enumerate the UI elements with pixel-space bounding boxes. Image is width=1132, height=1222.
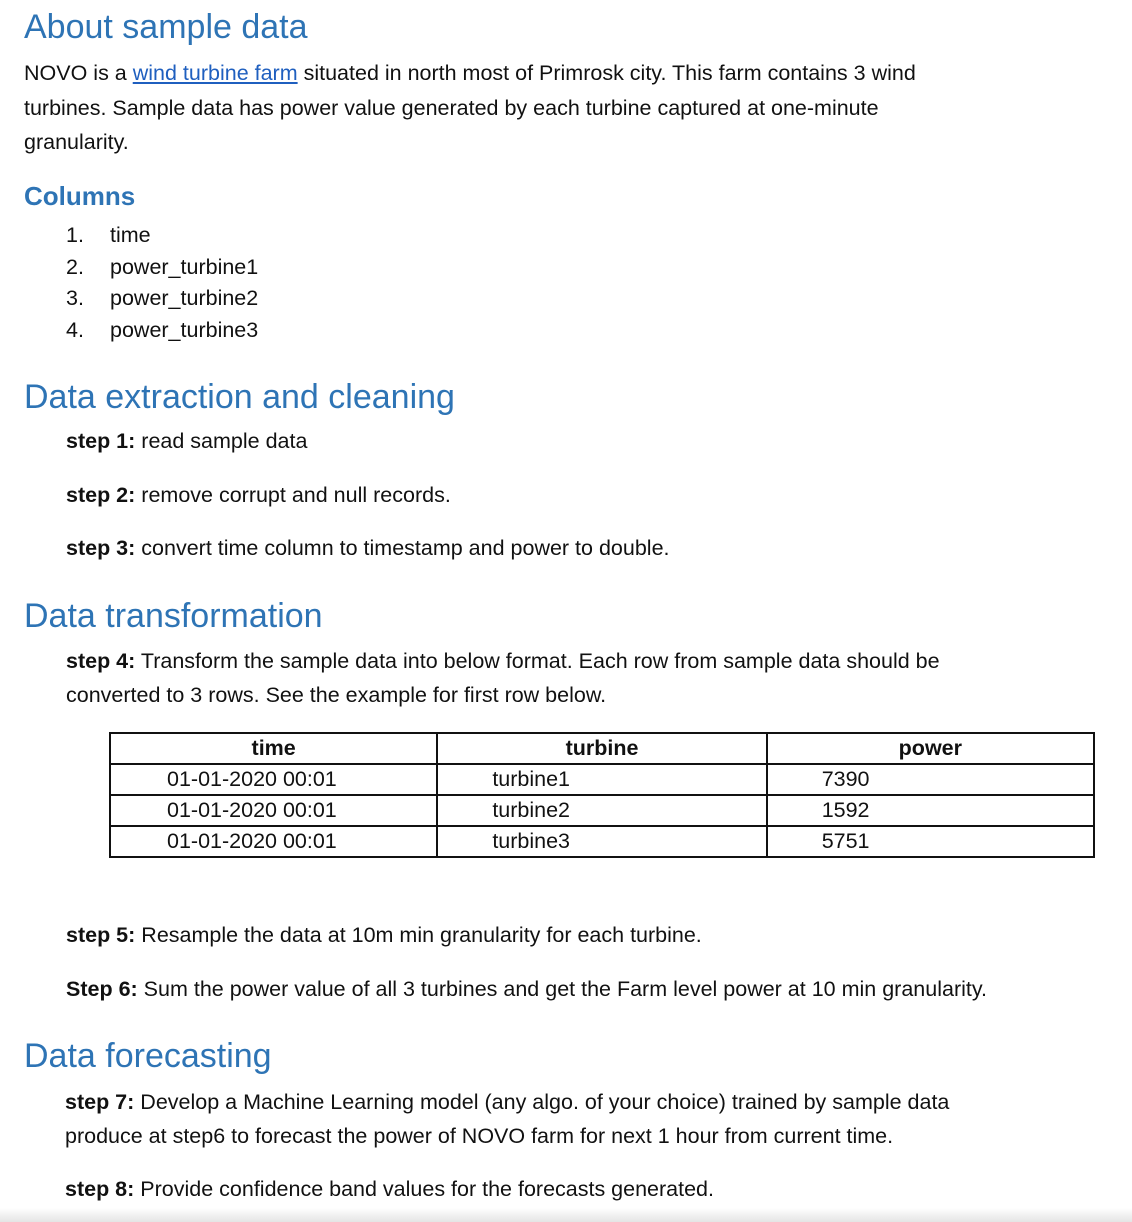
- page-bottom-shadow: [0, 1208, 1132, 1222]
- about-text-line2: turbines. Sample data has power value generated by each turbine captured at one-minute: [24, 95, 879, 120]
- column-header-power: power: [767, 733, 1094, 764]
- column-header-time: time: [110, 733, 437, 764]
- cell-time: 01-01-2020 00:01: [110, 795, 437, 826]
- step-text: Resample the data at 10m min granularity for each turbine.: [135, 923, 702, 947]
- step-text: Provide confidence band values for the forecasts generated.: [134, 1177, 714, 1201]
- list-number: 2.: [66, 254, 84, 279]
- cell-power: 5751: [767, 826, 1094, 857]
- cell-turbine: turbine2: [437, 795, 766, 826]
- extraction-heading: Data extraction and cleaning: [24, 378, 455, 416]
- list-item: [66, 252, 258, 284]
- step-6: [66, 972, 987, 1006]
- step-text: remove corrupt and null records.: [135, 483, 451, 507]
- step-text: Sum the power value of all 3 turbines and get the Farm level power at 10 min granularity.: [137, 977, 987, 1001]
- step-label: step 5:: [66, 923, 136, 947]
- about-heading: About sample data: [24, 8, 308, 46]
- step-label: step 2:: [66, 483, 136, 507]
- about-text-prefix: NOVO is a: [24, 61, 133, 85]
- step-text: read sample data: [135, 429, 308, 453]
- cell-time: 01-01-2020 00:01: [110, 764, 437, 795]
- step-3: [66, 531, 670, 565]
- step-5: [66, 918, 702, 952]
- transform-example-table: [109, 732, 1095, 858]
- about-paragraph: [24, 56, 1114, 160]
- column-header-turbine: turbine: [437, 733, 766, 764]
- step-label: Step 6:: [66, 977, 138, 1001]
- cell-turbine: turbine3: [437, 826, 766, 857]
- transformation-heading: Data transformation: [24, 597, 323, 635]
- about-text-line3: granularity.: [24, 130, 129, 154]
- step-text: convert time column to timestamp and power to double.: [135, 536, 670, 560]
- list-item: [66, 283, 258, 315]
- step-1: [66, 424, 307, 458]
- step-text-line2: produce at step6 to forecast the power of NOVO farm for next 1 hour from current time.: [65, 1124, 894, 1148]
- columns-heading: Columns: [24, 181, 136, 211]
- step-label: step 7:: [65, 1090, 135, 1114]
- table-header-row: [110, 733, 1094, 764]
- step-label: step 4:: [66, 649, 136, 673]
- step-label: step 1:: [66, 429, 136, 453]
- columns-list: [66, 220, 258, 346]
- table-row: [110, 826, 1094, 857]
- table-row: [110, 795, 1094, 826]
- step-text-line2: converted to 3 rows. See the example for first row below.: [66, 683, 607, 707]
- step-text-line1: Develop a Machine Learning model (any algo. of your choice) trained by sample data: [134, 1090, 950, 1114]
- cell-time: 01-01-2020 00:01: [110, 826, 437, 857]
- cell-power: 7390: [767, 764, 1094, 795]
- list-number: 3.: [66, 286, 84, 310]
- list-item-label: time: [110, 223, 151, 247]
- list-number: 4.: [66, 317, 84, 342]
- step-text-line1: Transform the sample data into below format. Each row from sample data should be: [135, 649, 940, 673]
- step-8: [65, 1172, 714, 1206]
- list-number: 1.: [66, 223, 84, 247]
- list-item-label: power_turbine2: [110, 286, 259, 310]
- table-row: [110, 764, 1094, 795]
- list-item: [66, 315, 258, 347]
- cell-turbine: turbine1: [437, 764, 766, 795]
- list-item-label: power_turbine3: [110, 317, 259, 342]
- step-2: [66, 478, 451, 512]
- list-item: [66, 220, 258, 252]
- step-label: step 3:: [66, 536, 136, 560]
- step-4: [66, 644, 1116, 712]
- step-7: [65, 1085, 1125, 1153]
- forecasting-heading: Data forecasting: [24, 1037, 272, 1075]
- cell-power: 1592: [767, 795, 1094, 826]
- about-text-line1: situated in north most of Primrosk city. This farm contains 3 wind: [297, 61, 916, 85]
- wind-turbine-farm-link[interactable]: wind turbine farm: [132, 61, 298, 85]
- list-item-label: power_turbine1: [110, 254, 259, 279]
- step-label: step 8:: [65, 1177, 135, 1201]
